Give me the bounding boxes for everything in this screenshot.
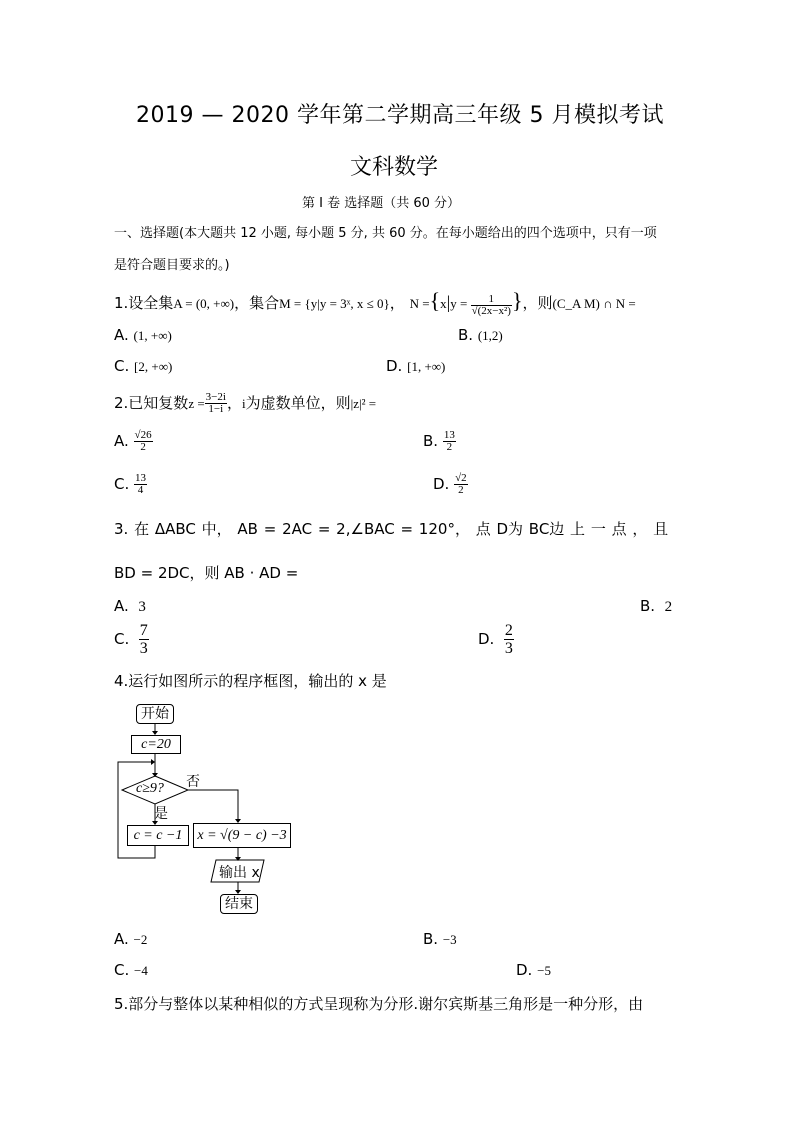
q1-expression: (C_A M) ∩ N = — [552, 296, 636, 311]
exam-title: 2019 — 2020 学年第二学期高三年级 5 月模拟考试 — [136, 103, 664, 128]
flow-end: 结束 — [220, 894, 258, 914]
q4-option-a: A. −2 — [114, 930, 148, 948]
subject-title: 文科数学 — [350, 155, 439, 180]
flow-no-label: 否 — [186, 774, 200, 790]
q3-option-c: C. $\frac{7}{3}$ — [114, 622, 148, 657]
q1-option-d: D. [1, +∞) — [386, 357, 446, 375]
q2-option-a: A. $\frac{√26}{2}$ — [114, 429, 152, 453]
q3-line-1: 3. 在 ΔABC 中， AB = 2AC = 2,∠BAC = 120°， 点 D为 BC边 上 一 点 ， 且 — [114, 520, 669, 538]
flow-init: c=20 — [131, 735, 181, 754]
q3-option-a: A. 3 — [114, 597, 146, 615]
flow-decrement: c = c −1 — [127, 825, 189, 846]
q1-option-a: A. (1, +∞) — [114, 326, 172, 344]
flow-assign: x = √(9 − c) −3 — [193, 823, 291, 848]
q2-option-c: C. $\frac{13}{4}$ — [114, 472, 147, 496]
instructions-line-2: 是符合题目要求的。) — [114, 258, 230, 273]
question-5: 5.部分与整体以某种相似的方式呈现称为分形.谢尔宾斯基三角形是一种分形，由 — [114, 995, 644, 1013]
q3-option-b: B. 2 — [640, 597, 673, 615]
question-4: 4.运行如图所示的程序框图，输出的 x 是 — [114, 672, 387, 690]
flow-output: 输出 x — [219, 865, 260, 881]
q4-option-b: B. −3 — [423, 930, 457, 948]
q1-comma: ， — [389, 294, 405, 312]
q2-option-d: D. $\frac{√2}{2}$ — [433, 472, 467, 496]
q4-option-c: C. −4 — [114, 961, 148, 979]
q1-set-m: M = {y|y = 3ˣ, x ≤ 0} — [279, 296, 390, 311]
q2-option-b: B. $\frac{13}{2}$ — [423, 429, 455, 453]
flow-start: 开始 — [136, 704, 174, 724]
q1-set-n: N ={x|y = $\frac{1}{\text{√(2x−x²)}}$ } — [409, 288, 523, 317]
instructions-line-1: 一、选择题(本大题共 12 小题, 每小题 5 分, 共 60 分。在每小题给出的四个选项中，只有一项 — [114, 226, 657, 241]
question-2: 2.已知复数z = $\frac{3-2i}{1-i}$ ，i为虚数单位，则|z|² = — [114, 391, 377, 415]
section-heading: 第 I 卷 选择题（共 60 分） — [302, 196, 461, 211]
q1-mid2: ，则 — [522, 294, 553, 312]
flow-condition: c≥9? — [136, 781, 164, 796]
q4-option-d: D. −5 — [516, 961, 551, 979]
flow-yes-label: 是 — [154, 806, 168, 822]
q1-prefix: 1.设全集 — [114, 294, 174, 312]
q1-option-b: B. (1,2) — [458, 326, 503, 344]
q3-line-2: BD = 2DC，则 AB · AD = — [114, 564, 299, 582]
q1-set-a: A = (0, +∞) — [173, 296, 235, 311]
q3-option-d: D. $\frac{2}{3}$ — [478, 622, 513, 657]
q1-mid1: ，集合 — [234, 294, 280, 312]
q1-option-c: C. [2, +∞) — [114, 357, 173, 375]
